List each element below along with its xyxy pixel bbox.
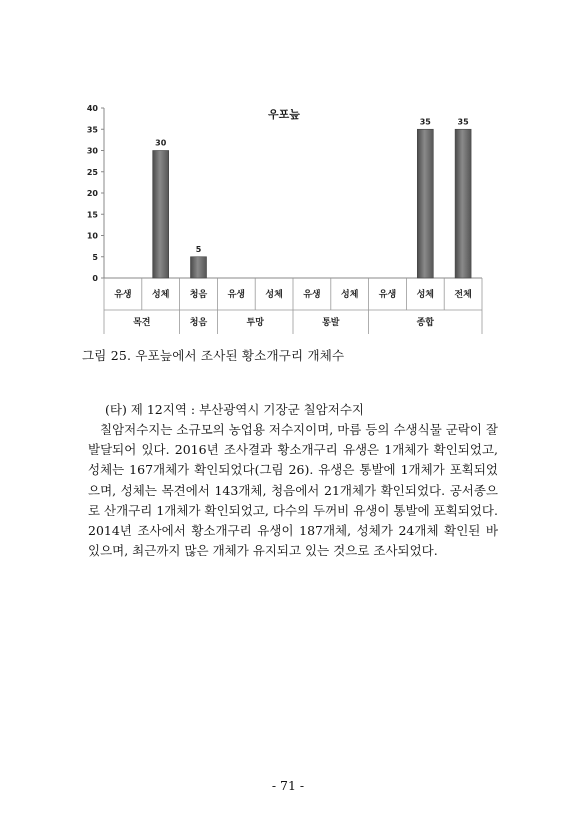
bar (191, 257, 207, 278)
data-label: 5 (195, 244, 202, 254)
category-label: 유생 (378, 290, 397, 300)
category-label: 성체 (265, 290, 283, 300)
y-tick-label: 10 (86, 231, 98, 241)
category-label: 유생 (114, 290, 132, 300)
category-label: 전체 (454, 290, 472, 300)
chart-bars (153, 129, 471, 278)
section-title: (타) 제 12지역 : 부산광역시 기장군 칠암저수지 (105, 402, 364, 417)
bar (153, 151, 169, 279)
group-label: 목견 (133, 318, 151, 328)
bar (455, 129, 471, 278)
y-tick-label: 5 (92, 252, 98, 262)
category-label: 성체 (152, 290, 170, 300)
group-label: 통발 (322, 318, 340, 328)
y-tick-label: 30 (86, 146, 98, 156)
chart-labels (87, 104, 472, 328)
y-tick-label: 15 (86, 210, 98, 220)
body-paragraph-text: 칠암저수지는 소규모의 농업용 저수지이며, 마름 등의 수생식물 군락이 잘 발달되어 있다. 2016년 조사결과 황소개구리 유생은 1개체가 확인되었고, 성체는 167개체가 확인되었다(그림 26). 유생은 통발에 1개체가 포획되었으며, 성체는 목견에서 143개체, 청음에서 21개체가 확인되었다. 공서종으로 산개구리 1개체가 확인되었고, 다수의 두꺼비 유생이 통발에 포획되었다. 2014년 조사에서 황소개구리 유생이 187개체, 성체가 24개체 확인된 바 있으며, 최근까지 많은 개체가 유지되고 있는 것으로 조사되었다. (88, 422, 499, 559)
page-number: - 71 - (271, 778, 305, 793)
y-tick-label: 35 (86, 125, 98, 135)
bar-chart (82, 98, 492, 338)
category-label: 성체 (416, 290, 434, 300)
data-label: 30 (155, 138, 167, 148)
y-tick-label: 40 (86, 104, 98, 113)
category-label: 청음 (189, 290, 208, 300)
data-label: 35 (457, 117, 469, 127)
category-label: 유생 (227, 290, 245, 300)
y-tick-label: 20 (86, 189, 98, 198)
y-tick-label: 25 (86, 167, 98, 177)
bar (417, 129, 433, 278)
category-label: 성체 (341, 290, 359, 300)
group-label: 종합 (416, 318, 434, 328)
chart-title: 우포늪 (268, 108, 300, 121)
group-label: 투망 (246, 318, 264, 328)
data-label: 35 (419, 117, 431, 127)
group-label: 청음 (189, 318, 208, 328)
body-paragraph (88, 420, 498, 561)
figure-caption: 그림 25. 우포늪에서 조사된 황소개구리 개체수 (82, 348, 345, 363)
y-tick-label: 0 (92, 274, 98, 283)
category-label: 유생 (303, 290, 321, 300)
